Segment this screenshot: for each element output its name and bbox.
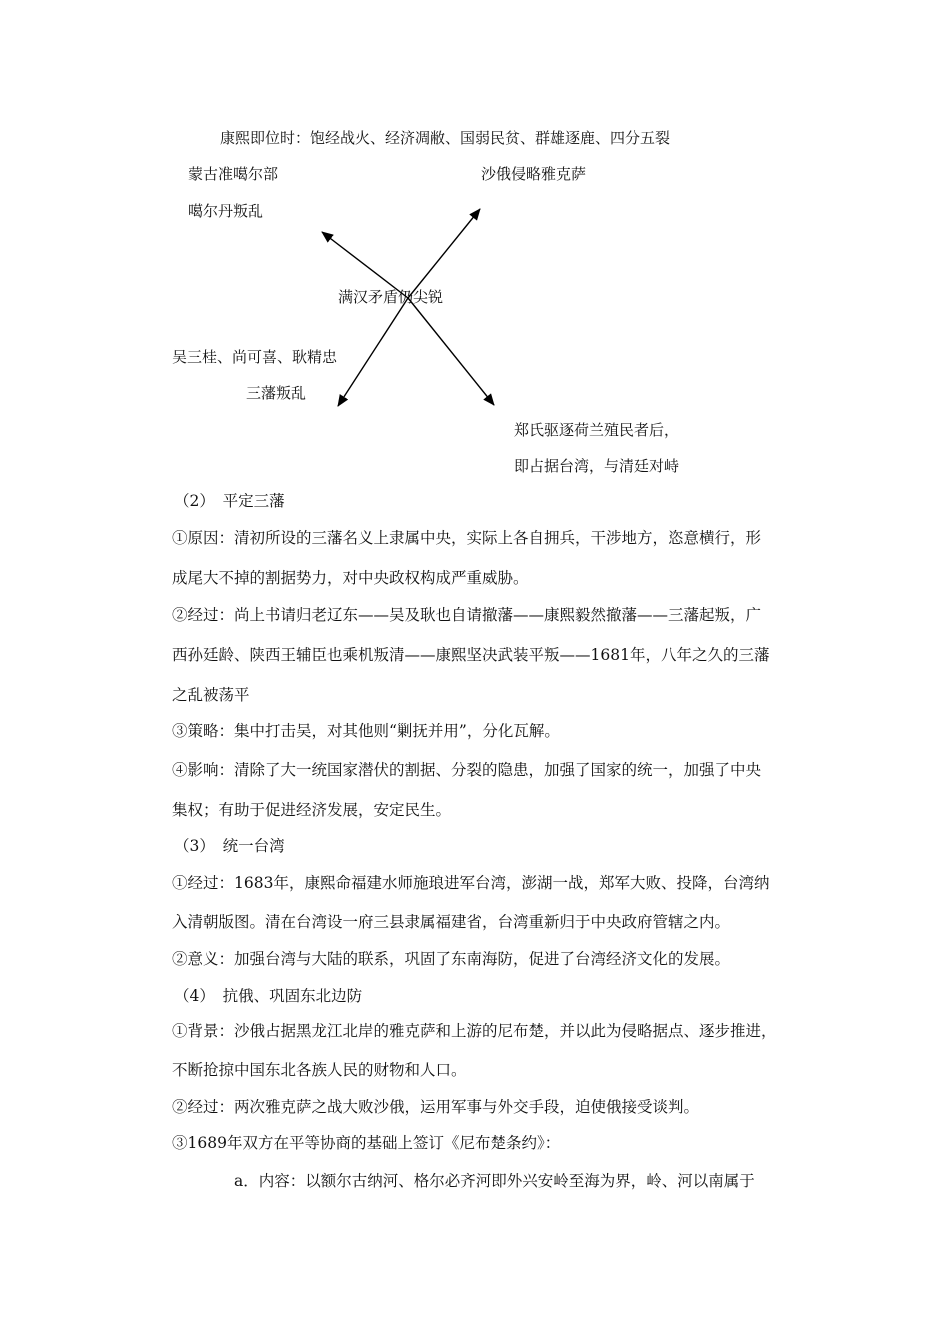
label-bottom-left-1: 吴三桂、尚可喜、耿精忠 [172,348,338,366]
body-line: ②意义：加强台湾与大陆的联系，巩固了东南海防，促进了台湾经济文化的发展。 [172,950,731,968]
body-line: ①经过：1683年，康熙命福建水师施琅进军台湾，澎湖一战，郑军大败、投降，台湾纳 [172,874,770,892]
arrow-bottom-left [338,298,408,406]
body-line: ④影响：清除了大一统国家潜伏的割据、分裂的隐患，加强了国家的统一，加强了中央 [172,761,762,779]
body-line: 不断抢掠中国东北各族人民的财物和人口。 [172,1061,467,1079]
body-line: 西孙廷龄、陕西王辅臣也乘机叛清——康熙坚决武装平叛——1681年，八年之久的三藩 [172,646,770,664]
label-top-left-1: 蒙古准噶尔部 [188,165,279,183]
label-bottom-right-1: 郑氏驱逐荷兰殖民者后， [514,421,680,439]
body-line: ①原因：清初所设的三藩名义上隶属中央，实际上各自拥兵，干涉地方，恣意横行，形 [172,529,762,547]
label-center: 满汉矛盾仍尖锐 [338,288,444,306]
body-line: 入清朝版图。清在台湾设一府三县隶属福建省，台湾重新归于中央政府管辖之内。 [172,913,731,931]
body-line: ②经过：尚上书请归老辽东——吴及耿也自请撤藩——康熙毅然撤藩——三藩起叛，广 [172,606,762,624]
body-line: ③1689年双方在平等协商的基础上签订《尼布楚条约》： [172,1134,561,1152]
body-line: ③策略：集中打击吴，对其他则“剿抚并用”，分化瓦解。 [172,722,560,740]
section-heading-kang-e: （4） 抗俄、巩固东北边防 [174,987,363,1005]
diagram-arrows [0,0,950,480]
body-line: 成尾大不掉的割据势力，对中央政权构成严重威胁。 [172,569,529,587]
diagram-header: 康熙即位时：饱经战火、经济凋敝、国弱民贫、群雄逐鹿、四分五裂 [220,129,671,147]
body-line: ②经过：两次雅克萨之战大败沙俄，运用军事与外交手段，迫使俄接受谈判。 [172,1098,700,1116]
label-bottom-left-2: 三藩叛乱 [246,384,307,402]
body-line: ①背景：沙俄占据黑龙江北岸的雅克萨和上游的尼布楚，并以此为侵略据点、逐步推进， [172,1022,777,1040]
label-bottom-right-2: 即占据台湾，与清廷对峙 [514,457,680,475]
arrow-bottom-right [408,298,494,405]
label-top-left-2: 噶尔丹叛乱 [188,202,264,220]
arrow-top-right [408,209,480,298]
body-line: 之乱被荡平 [172,686,250,704]
label-top-right: 沙俄侵略雅克萨 [481,165,587,183]
section-heading-pingding-sanfan: （2） 平定三藩 [174,492,285,510]
body-line: a．内容：以额尔古纳河、格尔必齐河即外兴安岭至海为界，岭、河以南属于 [234,1172,755,1190]
section-heading-tongyi-taiwan: （3） 统一台湾 [174,837,285,855]
body-line: 集权；有助于促进经济发展，安定民生。 [172,801,452,819]
